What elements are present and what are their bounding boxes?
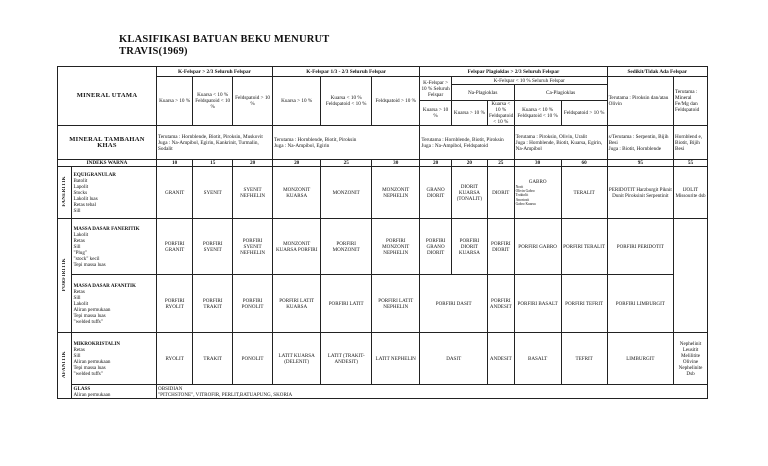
- mu-cell-7: Kuarsa > 10 %: [451, 101, 487, 126]
- mu-cell-5: Feldspatoid > 10 %: [372, 77, 420, 126]
- rock-latit-kuarsa: LATIT KUARSA (DELENIT): [273, 333, 321, 385]
- rock-porfiri-diorit: PORFIRI DIORIT: [488, 219, 515, 275]
- rock-porfiri-ponolit: PORFIRI PONOLIT: [233, 275, 273, 333]
- rock-ponolit: PONOLIT: [233, 333, 273, 385]
- rock-syenit: SYENIT: [193, 167, 233, 219]
- header-sedikit: Sedikit/Tidak Ada Felspar: [607, 67, 707, 77]
- rock-monzonit-nephelin: MONZONIT NEPHELIN: [372, 167, 420, 219]
- indeks-1: 15: [193, 160, 233, 167]
- rock-porfiri-syenit: PORFIRI SYENIT: [193, 219, 233, 275]
- mu-cell-0: Kuarsa > 10 %: [157, 77, 193, 126]
- glass-text-2: "PITCHSTONE", VITROFIR, PERLIT,BATUAPUNG, SKORIA: [158, 391, 293, 398]
- mu-cell-9: Kuarsa < 10 % Feldspatoid < 10 %: [514, 101, 561, 126]
- tambahan-plag-ca: [514, 126, 607, 160]
- rock-peridotit: PERIDOTIT Harzburgit Piknit Dunit Piroksinit Serpentinit: [607, 167, 673, 219]
- tambahan-p2: Juga : Na-Ampibol, Feldspatoid: [421, 142, 488, 149]
- rock-syenit-nefhelin: SYENIT NEFHELIN: [233, 167, 273, 219]
- rock-porfiri-tefrit: PORFIRI TEFRIT: [561, 275, 607, 333]
- tambahan-sedikit: [607, 126, 673, 160]
- group-afanitik: AFANITIK: [58, 333, 72, 399]
- title-line-2: TRAVIS(1969): [119, 46, 188, 57]
- tambahan-k1: Terutama : Hornblende, Biotit, Piroksin, Muskovit: [158, 133, 263, 140]
- mineral-tambahan-label: MINERAL TAMBAHAN KHAS: [58, 126, 157, 160]
- rock-porfiri-granit: PORFIRI GRANIT: [157, 219, 193, 275]
- title-line-1: KLASIFIKASI BATUAN BEKU MENURUT: [119, 34, 330, 45]
- row-label-massa-afanitik: MASSA DASAR AFANITIK Retas Sill Lakolit Aliran permukaan Tepi massa luas "welded tuffs": [72, 275, 157, 333]
- tambahan-s2: Juga : Biotit, Hornblende: [608, 145, 662, 152]
- indeks-2: 20: [233, 160, 273, 167]
- tambahan-kfelspar-mid: [273, 126, 420, 160]
- tambahan-p3: Terutama : Piroksin, Olivin, Uralit: [515, 133, 587, 140]
- rock-latit-nephelin: LATIT NEPHELIN: [372, 333, 420, 385]
- group-porfiritik: PORFIRITIK: [58, 219, 72, 333]
- glass-text-1: OBSIDIAN: [158, 385, 183, 392]
- kfelspar-10-sub: K-Felspar < 10 % Seluruh Felspar: [451, 77, 607, 85]
- tambahan-k4: Juga : Na-Ampibol, Egirin: [274, 142, 330, 149]
- mu-cell-1: Kuarsa < 10 % Feldspatoid < 10 %: [193, 77, 233, 126]
- indeks-9: 30: [514, 160, 561, 167]
- rock-porfiri-latit-nephelin: PORFIRI LATIT NEPHELIN: [372, 275, 420, 333]
- rock-porfiri-monzonit-nephelin: PORFIRI MONZONIT NEPHELIN: [372, 219, 420, 275]
- rock-latit: LATIT (TRAKIT-ANDESIT): [321, 333, 372, 385]
- tambahan-p4: Juga : Hornblende, Biotit, Kuarsa, Egirin, Na-Ampibol: [515, 139, 603, 152]
- rock-nephelinit: Nephelinit Leusitit Melilitite Olivine Nephelinite Dsb: [674, 333, 708, 385]
- mu-cell-4: Kuarsa < 10 % Feldspatoid < 10 %: [321, 77, 372, 126]
- rock-diorit: DIORIT: [488, 167, 515, 219]
- rock-andesit: ANDESIT: [488, 333, 515, 385]
- kfelspar-10-col: K-Felspar > 10 % Seluruh Felspar: [420, 77, 451, 101]
- rock-monzonit: MONZONIT: [321, 167, 372, 219]
- rock-granit: GRANIT: [157, 167, 193, 219]
- rock-porfiri-andesit: PORFIRI ANDESIT: [488, 275, 515, 333]
- rock-porfiri-gabro: PORFIRI GABRO: [514, 219, 561, 275]
- indeks-12: 55: [674, 160, 708, 167]
- indeks-11: 95: [607, 160, 673, 167]
- gabro-subtypes: Norit Olivin Gabro Troktolit Anortosit Gabro Kuarsa: [515, 184, 536, 206]
- tambahan-kfelspar: [157, 126, 273, 160]
- ca-plagioklas: Ca-Plagioklas: [514, 85, 607, 101]
- na-plagioklas: Na-Plagioklas: [451, 85, 514, 101]
- rock-grano-diorit: GRANO DIORIT: [420, 167, 451, 219]
- rock-tefrit: TEFRIT: [561, 333, 607, 385]
- indeks-4: 25: [321, 160, 372, 167]
- rock-limburgit: LIMBURGIT: [607, 333, 673, 385]
- indeks-warna-label: INDEKS WARNA: [58, 160, 157, 167]
- rock-porfiri-peridotit: PORFIRI PERIDOTIT: [607, 219, 673, 275]
- rock-porfiri-dasit: PORFIRI DASIT: [420, 275, 488, 333]
- tambahan-k3: Terutama : Hornblende, Biotit, Piroksin: [274, 136, 357, 143]
- rock-porfiri-latit: PORFIRI LATIT: [321, 275, 372, 333]
- row-label-equigranular: EQUIGRANULAR Batolit Lapolit Stocks Lakolit luas Retas tebal Sill: [72, 167, 157, 219]
- indeks-3: 20: [273, 160, 321, 167]
- glass-rocks: [157, 385, 708, 399]
- row-label-massa-faneritik: MASSA DASAR FANERITIK Lakolit Retas Sill "Plug" "stock" kecil Tepi massa luas: [72, 219, 157, 275]
- row-label-mikrokristalin: MIKROKRISTALIN Retas Sill Aliran permukaan Tepi massa luas "welded tuffs": [72, 333, 157, 385]
- rock-empty-sedikit: [674, 219, 708, 333]
- rock-trakit: TRAKIT: [193, 333, 233, 385]
- rock-porfiri-trakit: PORFIRI TRAKIT: [193, 275, 233, 333]
- indeks-5: 30: [372, 160, 420, 167]
- mu-cell-8: Kuarsa < 10 % Feldspatoid < 10 %: [489, 101, 514, 125]
- classification-table: [57, 66, 708, 399]
- rock-porfiri-ryolit: PORFIRI RYOLIT: [157, 275, 193, 333]
- mu-cell-10: Feldspatoid > 10 %: [561, 101, 607, 126]
- header-kfelspar-23: K-Felspar > 2/3 Seluruh Felspar: [157, 67, 273, 77]
- group-faneritik: FANERITIK: [58, 167, 72, 219]
- mu-terutama: Terutama : Piroksin dan/atau Olivin: [607, 77, 673, 126]
- mu-cell-2: Feldspatoid > 10 %: [233, 77, 273, 126]
- rock-ijolit: IJOLIT Missourite dsb: [674, 167, 708, 219]
- rock-monzonit-kuarsa-porfiri: MONZONIT KUARSA PORFIRI: [273, 219, 321, 275]
- rock-teralit: TERALIT: [561, 167, 607, 219]
- mu-cell-6: Kuarsa > 10 %: [420, 101, 451, 126]
- mu-cell-3: Kuarsa > 10 %: [273, 77, 321, 126]
- indeks-10: 60: [561, 160, 607, 167]
- rock-porfiri-teralit: PORFIRI TERALIT: [561, 219, 607, 275]
- tambahan-p1: Terutama : Hornblende, Biotit, Piroksin: [421, 136, 504, 143]
- row-label-glass: GLASS Aliran permukaan: [72, 385, 157, 399]
- indeks-7: 20: [451, 160, 487, 167]
- mu-sedikit: Terutama : Mineral Fe/Mg dan Feldspatoid: [674, 77, 708, 126]
- indeks-8: 25: [488, 160, 515, 167]
- rock-basalt: BASALT: [514, 333, 561, 385]
- tambahan-s1: s/Terutama : Serpentin, Bijih Besi: [608, 133, 669, 146]
- rock-porfiri-monzonit: PORFIRI MONZONIT: [321, 219, 372, 275]
- rock-porfiri-basalt: PORFIRI BASALT: [514, 275, 561, 333]
- header-plagioklas: Felspar Plagioklas > 2/3 Seluruh Felspar: [420, 67, 607, 77]
- tambahan-plag-na: [420, 126, 514, 160]
- rock-gabro: GABRO Norit Olivin Gabro Troktolit Anortosit Gabro Kuarsa: [514, 167, 561, 219]
- rock-monzonit-kuarsa: MONZONIT KUARSA: [273, 167, 321, 219]
- rock-porfiri-syenit-nefhelin: PORFIRI SYENIT NEFHELIN: [233, 219, 273, 275]
- rock-diorit-kuarsa: DIORIT KUARSA (TONALIT): [451, 167, 487, 219]
- document-title: [119, 34, 539, 57]
- rock-dasit: DASIT: [420, 333, 488, 385]
- rock-porfiri-limburgit: PORFIRI LIMBURGIT: [607, 275, 673, 333]
- indeks-0: 10: [157, 160, 193, 167]
- tambahan-s3: Hornblend e, Biotit, Bijih Besi: [674, 126, 708, 160]
- rock-porfiri-latit-kuarsa: PORFIRI LATIT KUARSA: [273, 275, 321, 333]
- tambahan-k2: Juga : Na-Ampibol, Egirin, Kankrinit, Turmalin, Sodalit: [158, 139, 259, 152]
- header-kfelspar-13-23: K-Felspar 1/3 - 2/3 Seluruh Felspar: [273, 67, 420, 77]
- indeks-6: 20: [420, 160, 451, 167]
- rock-porfiri-diorit-kuarsa: PORFIRI DIORIT KUARSA: [451, 219, 487, 275]
- rock-ryolit: RYOLIT: [157, 333, 193, 385]
- rock-porfiri-grano-diorit: PORFIRI GRANO DIORIT: [420, 219, 451, 275]
- mineral-utama-label: MINERAL UTAMA: [58, 67, 157, 126]
